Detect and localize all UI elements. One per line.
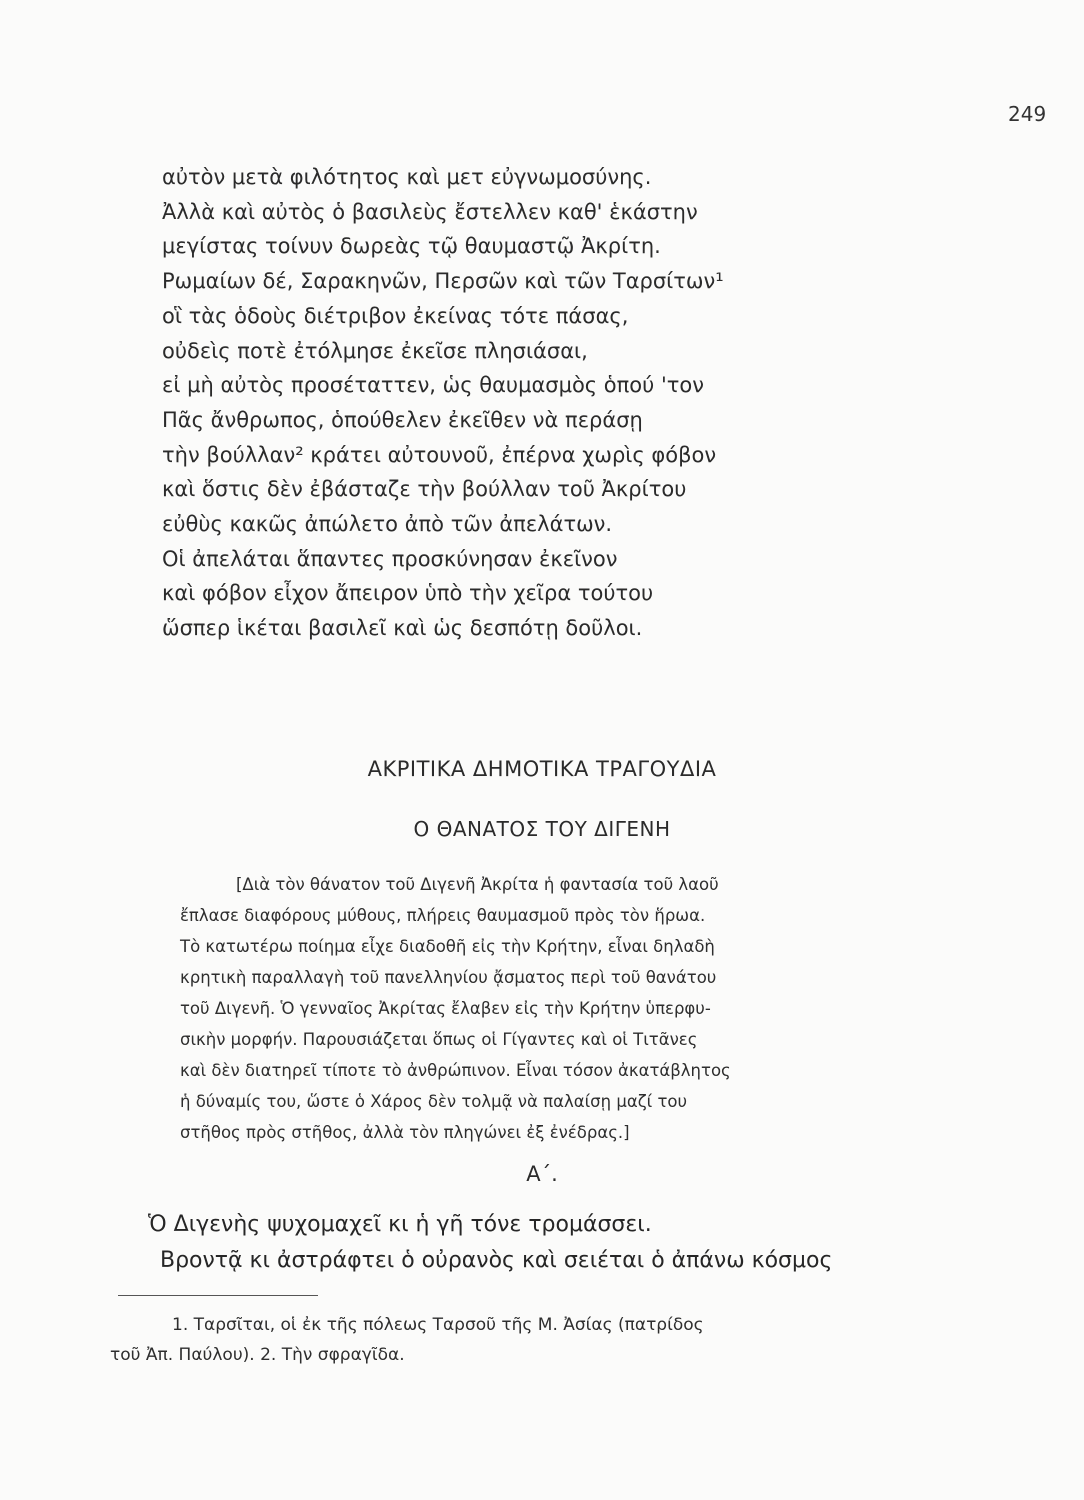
song-title: Ο ΘΑΝΑΤΟΣ ΤΟΥ ΔΙΓΕΝΗ (413, 817, 671, 841)
intro-line: σικὴν μορφήν. Παρουσιάζεται ὅπως οἱ Γίγαντες καὶ οἱ Τιτᾶνες (180, 1030, 698, 1049)
intro-line: κρητικὴ παραλλαγὴ τοῦ πανελληνίου ᾄσματος περὶ τοῦ θανάτου (180, 968, 717, 987)
intro-line: στῆθος πρὸς στῆθος, ἀλλὰ τὸν πληγώνει ἐξ ἐνέδρας.] (180, 1123, 630, 1142)
page-number: 249 (1008, 102, 1047, 126)
footnote-line: 1. Ταρσῖται, οἱ ἐκ τῆς πόλεως Ταρσοῦ τῆς Μ. Ἀσίας (πατρίδος (172, 1315, 704, 1335)
poem-line: μεγίστας τοίνυν δωρεὰς τῷ θαυμαστῷ Ἀκρίτη. (162, 234, 661, 259)
poem-line: Ρωμαίων δέ, Σαρακηνῶν, Περσῶν καὶ τῶν Ταρσίτων¹ (162, 269, 724, 294)
poem-line: ὥσπερ ἱκέται βασιλεῖ καὶ ὡς δεσπότῃ δοῦλοι. (162, 616, 643, 641)
footnotes (110, 1310, 1010, 1370)
intro-line: Τὸ κατωτέρω ποίημα εἶχε διαδοθῆ εἰς τὴν Κρήτην, εἶναι δηλαδὴ (180, 937, 715, 956)
poem-line: οὐδεὶς ποτὲ ἐτόλμησε ἐκεῖσε πλησιάσαι, (162, 338, 588, 363)
intro-line: ἔπλασε διαφόρους μύθους, πλήρεις θαυμασμοῦ πρὸς τὸν ἥρωα. (180, 906, 706, 925)
song-line: Ὁ Διγενὴς ψυχομαχεῖ κι ἡ γῆ τόνε τρομάσσει. (148, 1212, 652, 1237)
poem-line: καὶ ὅστις δὲν ἐβάσταζε τὴν βούλλαν τοῦ Ἀκρίτου (162, 477, 687, 502)
poem-line: Οἱ ἀπελάται ἅπαντες προσκύνησαν ἐκεῖνον (162, 546, 618, 571)
intro-note (180, 869, 940, 1148)
section-title: ΑΚΡΙΤΙΚΑ ΔΗΜΟΤΙΚΑ ΤΡΑΓΟΥΔΙΑ (367, 757, 717, 781)
poem-line: εὐθὺς κακῶς ἀπώλετο ἀπὸ τῶν ἀπελάτων. (162, 512, 613, 537)
poem-line: οἳ τὰς ὁδοὺς διέτριβον ἐκείνας τότε πάσας, (162, 303, 629, 328)
poem-line: καὶ φόβον εἶχον ἄπειρον ὑπὸ τὴν χεῖρα τούτου (162, 581, 654, 606)
poem-excerpt (162, 160, 1002, 646)
song-line: Βροντᾷ κι ἀστράφτει ὁ οὐρανὸς καὶ σειέται ὁ ἀπάνω κόσμος (160, 1248, 833, 1273)
intro-line: ἡ δύναμίς του, ὥστε ὁ Χάρος δὲν τολμᾷ νὰ παλαίσῃ μαζί του (180, 1092, 688, 1111)
footnote-line: τοῦ Ἀπ. Παύλου). 2. Τὴν σφραγῖδα. (110, 1345, 405, 1365)
footnote-divider (118, 1295, 318, 1296)
intro-line: τοῦ Διγενῆ. Ὁ γενναῖος Ἀκρίτας ἔλαβεν εἰς τὴν Κρήτην ὑπερφυ- (180, 999, 711, 1018)
poem-line: εἰ μὴ αὐτὸς προσέταττεν, ὡς θαυμασμὸς ὁπού 'τον (162, 373, 704, 398)
intro-line: [Διὰ τὸν θάνατον τοῦ Διγενῆ Ἀκρίτα ἡ φαντασία τοῦ λαοῦ (236, 875, 719, 894)
poem-line: αὐτὸν μετὰ φιλότητος καὶ μετ εὐγνωμοσύνης. (162, 165, 652, 189)
stanza-mark: Α΄. (526, 1162, 558, 1186)
poem-line: τὴν βούλλαν² κράτει αὐτουνοῦ, ἐπέρνα χωρὶς φόβον (162, 442, 717, 467)
poem-line: Ἀλλὰ καὶ αὐτὸς ὁ βασιλεὺς ἔστελλεν καθ' ἑκάστην (162, 199, 698, 224)
intro-line: καὶ δὲν διατηρεῖ τίποτε τὸ ἀνθρώπινον. Εἶναι τόσον ἀκατάβλητος (180, 1061, 731, 1080)
poem-line: Πᾶς ἄνθρωπος, ὁπούθελεν ἐκεῖθεν νὰ περάσῃ (162, 407, 643, 432)
song-verses (148, 1207, 1048, 1279)
